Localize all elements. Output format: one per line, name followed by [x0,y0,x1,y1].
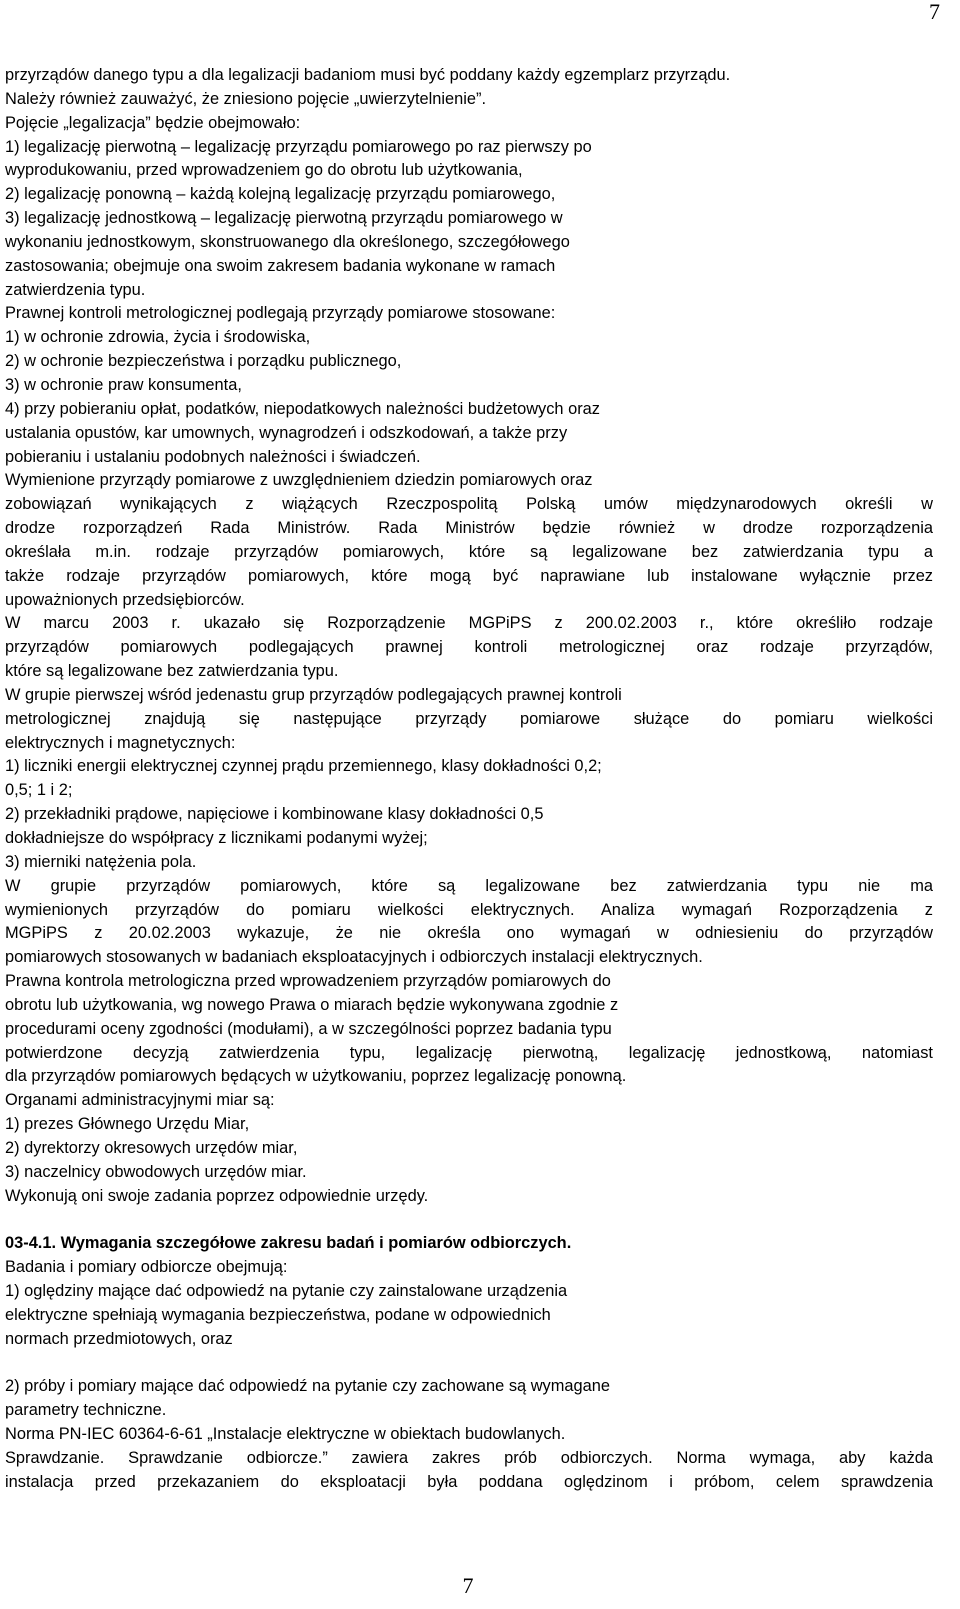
text-line: Pojęcie „legalizacja” będzie obejmowało: [5,113,301,132]
text-line: Należy również zauważyć, że zniesiono pojęcie „uwierzytelnienie”. [5,89,487,108]
text-line: Prawnej kontroli metrologicznej podlegają przyrządy pomiarowe stosowane: [5,304,556,323]
text-line: Organami administracyjnymi miar są: [5,1091,275,1110]
text-line: 1) oględziny mające dać odpowiedź na pytanie czy zainstalowane urządzenia [5,1282,568,1301]
text-line: drodze rozporządzeń Rada Ministrów. Rada Ministrów będzie również w drodze rozporządzenia [5,519,933,538]
text-line: elektryczne spełniają wymagania bezpieczeństwa, podane w odpowiednich [5,1305,551,1324]
text-line: MGPiPS z 20.02.2003 wykazuje, że nie określa ono wymagań w odniesieniu do przyrządów [5,924,933,943]
text-line: 3) w ochronie praw konsumenta, [5,375,242,394]
text-line: 1) prezes Głównego Urzędu Miar, [5,1115,250,1134]
text-line: także rodzaje przyrządów pomiarowych, które mogą być naprawiane lub instalowane wyłącznie przez [5,566,933,585]
text-line: 2) próby i pomiary mające dać odpowiedź na pytanie czy zachowane są wymagane [5,1377,610,1396]
text-line: potwierdzone decyzją zatwierdzenia typu, legalizację pierwotną, legalizację jednostkową, natomiast [5,1043,933,1062]
page-number-bottom: 7 [462,1573,474,1598]
text-line: 1) legalizację pierwotną – legalizację przyrządu pomiarowego po raz pierwszy po [5,137,592,156]
section-heading: 03-4.1. Wymagania szczegółowe zakresu badań i pomiarów odbiorczych. [5,1234,572,1253]
text-line: 2) w ochronie bezpieczeństwa i porządku publicznego, [5,352,402,371]
text-line: 2) przekładniki prądowe, napięciowe i kombinowane klasy dokładności 0,5 [5,805,544,824]
text-line: upoważnionych przedsiębiorców. [5,590,245,609]
text-line: zatwierdzenia typu. [5,280,146,299]
document-body [5,64,933,1495]
text-line: dokładniejsze do współpracy z licznikami podanymi wyżej; [5,829,428,847]
text-line: Sprawdzanie. Sprawdzanie odbiorcze.” zawiera zakres prób odbiorczych. Norma wymaga, aby każda [5,1448,933,1467]
text-line: pobieraniu i ustalaniu podobnych należności i świadczeń. [5,447,421,466]
blank-line [5,1352,933,1376]
text-line: Norma PN-IEC 60364-6-61 „Instalacje elektryczne w obiektach budowlanych. [5,1425,566,1444]
text-line: 3) legalizację jednostkową – legalizację pierwotną przyrządu pomiarowego w [5,209,563,228]
text-line: 2) dyrektorzy okresowych urzędów miar, [5,1138,298,1157]
text-line: obrotu lub użytkowania, wg nowego Prawa o miarach będzie wykonywana zgodnie z [5,995,619,1014]
text-line: przyrządów pomiarowych podlegających prawnej kontroli metrologicznej oraz rodzaje przyrządów, [5,638,933,657]
text-line: 3) naczelnicy obwodowych urzędów miar. [5,1162,307,1181]
text-line: wymienionych przyrządów do pomiaru wielkości elektrycznych. Analiza wymagań Rozporządzenia z [5,900,933,919]
text-line: Badania i pomiary odbiorcze obejmują: [5,1258,288,1277]
blank-line [5,1209,933,1233]
text-line: 4) przy pobieraniu opłat, podatków, niepodatkowych należności budżetowych oraz [5,399,600,418]
text-line: parametry techniczne. [5,1401,167,1420]
text-line: przyrządów danego typu a dla legalizacji badaniom musi być poddany każdy egzemplarz przyrządu. [5,66,731,84]
text-line: elektrycznych i magnetycznych: [5,733,236,752]
text-line: wyprodukowaniu, przed wprowadzeniem go do obrotu lub użytkowania, [5,161,523,180]
text-line: W grupie przyrządów pomiarowych, które są legalizowane bez zatwierdzania typu nie ma [5,876,933,895]
text-line: W marcu 2003 r. ukazało się Rozporządzenie MGPiPS z 200.02.2003 r., które określiło rodzaje [5,614,933,633]
text-line: instalacja przed przekazaniem do eksploatacji była poddana oględzinom i próbom, celem sprawdzenia [5,1472,933,1491]
text-line: określała m.in. rodzaje przyrządów pomiarowych, które są legalizowane bez zatwierdzania typu a [5,542,933,561]
text-line: 1) w ochronie zdrowia, życia i środowiska, [5,328,311,347]
text-line: Prawna kontrola metrologiczna przed wprowadzeniem przyrządów pomiarowych do [5,972,611,991]
text-line: zobowiązań wynikających z wiążących Rzeczpospolitą Polską umów międzynarodowych określi w [5,495,933,514]
text-line: które są legalizowane bez zatwierdzania typu. [5,662,339,681]
text-line: 0,5; 1 i 2; [5,781,73,800]
text-line: dla przyrządów pomiarowych będących w użytkowaniu, poprzez legalizację ponowną. [5,1067,627,1086]
text-line: 1) liczniki energii elektrycznej czynnej prądu przemiennego, klasy dokładności 0,2; [5,757,602,776]
text-line: zastosowania; obejmuje ona swoim zakresem badania wykonane w ramach [5,256,556,275]
text-line: procedurami oceny zgodności (modułami), a w szczególności poprzez badania typu [5,1019,612,1038]
text-line: ustalania opustów, kar umownych, wynagrodzeń i odszkodowań, a także przy [5,423,568,442]
text-line: W grupie pierwszej wśród jedenastu grup przyrządów podlegających prawnej kontroli [5,685,622,704]
text-line: 3) mierniki natężenia pola. [5,852,197,871]
text-line: normach przedmiotowych, oraz [5,1329,233,1348]
text-line: pomiarowych stosowanych w badaniach eksploatacyjnych i odbiorczych instalacji elektrycznych. [5,948,703,967]
text-line: Wymienione przyrządy pomiarowe z uwzględnieniem dziedzin pomiarowych oraz [5,471,593,490]
text-line: 2) legalizację ponowną – każdą kolejną legalizację przyrządu pomiarowego, [5,185,556,204]
text-line: Wykonują oni swoje zadania poprzez odpowiednie urzędy. [5,1186,429,1205]
text-line: metrologicznej znajdują się następujące przyrządy pomiarowe służące do pomiaru wielkości [5,709,933,728]
text-line: wykonaniu jednostkowym, skonstruowanego dla określonego, szczegółowego [5,232,570,251]
page-number-top: 7 [929,0,940,24]
